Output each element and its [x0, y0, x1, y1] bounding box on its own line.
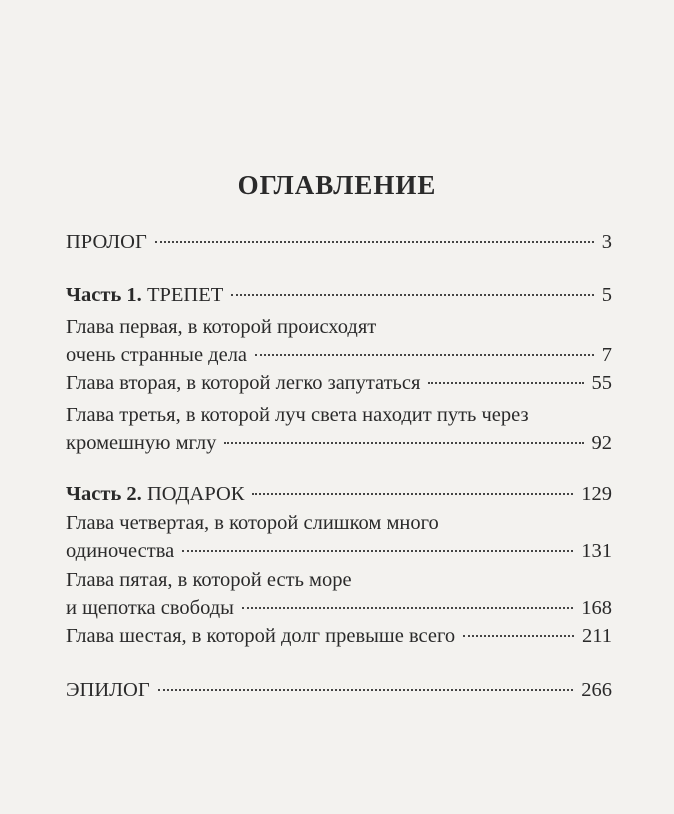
entry-title: ПОДАРОК	[141, 483, 245, 505]
toc-entry-chapter-3[interactable]	[66, 401, 612, 457]
toc-title: ОГЛАВЛЕНИЕ	[237, 170, 437, 200]
page-number: 7	[601, 344, 612, 366]
leader-dots	[428, 382, 583, 384]
leader-dots	[463, 635, 574, 637]
entry-title-line-1: Глава третья, в которой луч света находит путь через	[66, 404, 529, 426]
page-number: 3	[601, 231, 612, 253]
entry-title: ТРЕПЕТ	[141, 284, 224, 306]
entry-title: ПРОЛОГ	[66, 231, 147, 253]
leader-dots	[224, 442, 583, 444]
leader-dots	[182, 550, 573, 552]
toc-entry-chapter-2[interactable]	[66, 369, 612, 397]
page-number: 5	[601, 284, 612, 306]
page-number: 168	[581, 597, 612, 619]
entry-title-line-1: Глава четвертая, в которой слишком много	[66, 512, 439, 534]
page-number: 266	[581, 679, 612, 701]
entry-title-line-1: Глава пятая, в которой есть море	[66, 569, 352, 591]
toc-entry-chapter-4[interactable]	[66, 509, 612, 565]
toc-entry-part-1[interactable]	[66, 281, 612, 309]
entry-title: кромешную мглу	[66, 432, 217, 454]
page-number: 131	[581, 540, 612, 562]
part-label: Часть 1.	[66, 284, 142, 306]
toc-entry-chapter-6[interactable]	[66, 622, 612, 650]
entry-title: и щепотка свободы	[66, 597, 234, 619]
page-number: 92	[591, 432, 612, 454]
leader-dots	[255, 354, 594, 356]
entry-title: Глава вторая, в которой легко запутаться	[66, 372, 421, 394]
toc-entry-prologue[interactable]	[66, 228, 612, 256]
entry-title: очень странные дела	[66, 344, 248, 366]
leader-dots	[242, 607, 573, 609]
toc-entry-part-2[interactable]	[66, 480, 612, 508]
entry-title: Глава шестая, в которой долг превыше всего	[66, 625, 456, 647]
leader-dots	[158, 689, 574, 691]
entry-title-line-1: Глава первая, в которой происходят	[66, 316, 377, 338]
part-label: Часть 2.	[66, 483, 142, 505]
page-number: 129	[581, 483, 612, 505]
leader-dots	[252, 493, 573, 495]
entry-title: ЭПИЛОГ	[66, 679, 150, 701]
leader-dots	[155, 241, 594, 243]
entry-title: одиночества	[66, 540, 175, 562]
page-number: 55	[591, 372, 612, 394]
leader-dots	[231, 294, 594, 296]
toc-entry-chapter-1[interactable]	[66, 313, 612, 369]
toc-entry-epilogue[interactable]	[66, 676, 612, 704]
page-number: 211	[582, 625, 612, 647]
toc-entry-chapter-5[interactable]	[66, 566, 612, 622]
